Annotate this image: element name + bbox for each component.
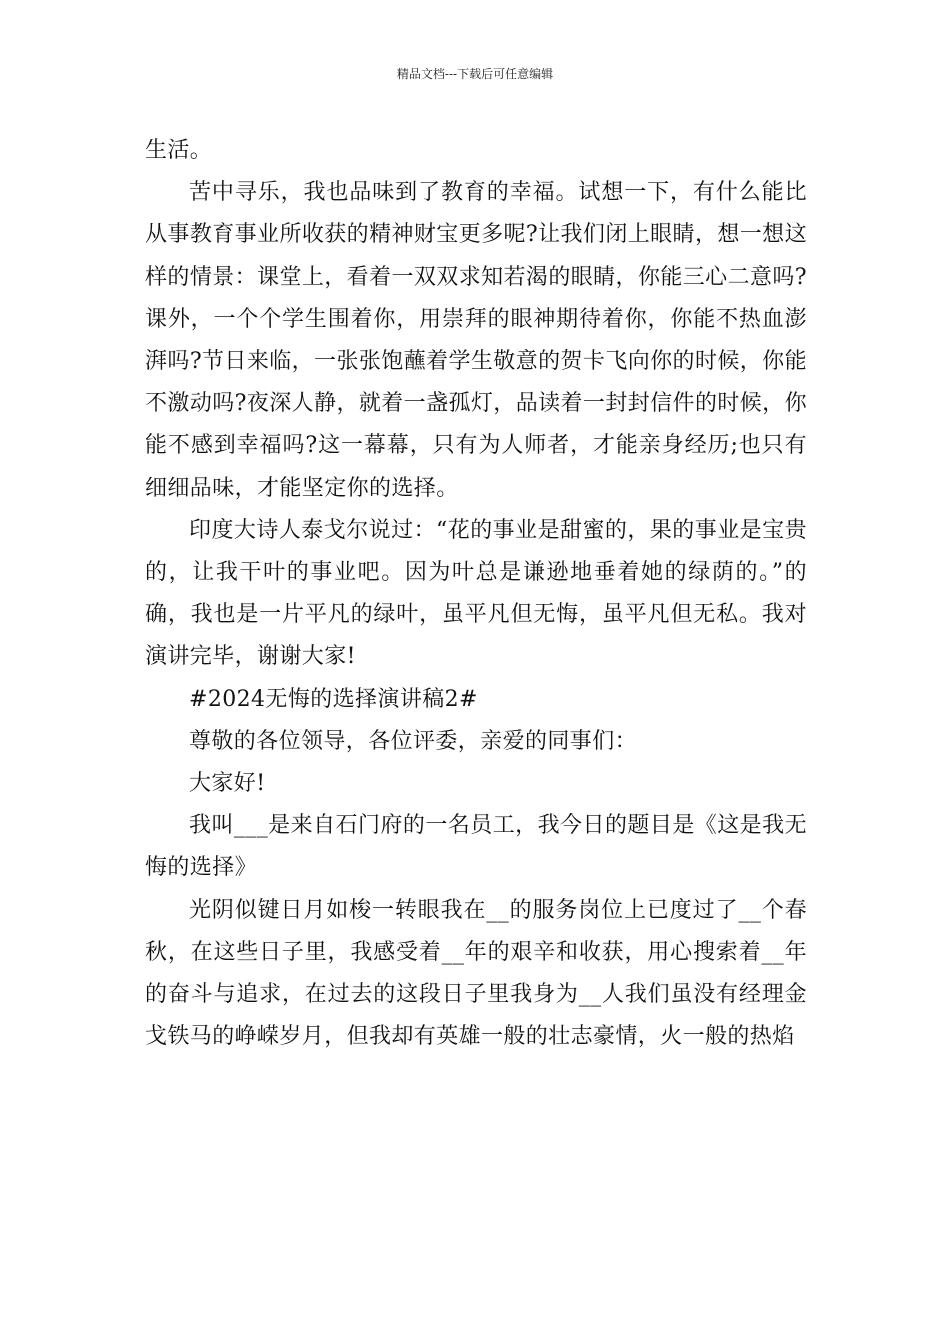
paragraph-body: 光阴似键日月如梭一转眼我在__的服务岗位上已度过了__个春秋，在这些日子里，我感受着__年的艰辛和收获，用心搜索着__年的奋斗与追求，在过去的这段日子里我身为__人我们虽没有经理金戈铁马的峥嵘岁月，但我却有英雄一般的壮志豪情，火一般的热焰 bbox=[145, 897, 807, 1050]
section-heading: #2024无悔的选择演讲稿2# bbox=[189, 686, 478, 712]
paragraph-2: 苦中寻乐，我也品味到了教育的幸福。试想一下，有什么能比从事教育事业所收获的精神财宝更多呢?让我们闭上眼睛，想一想这样的情景：课堂上，看着一双双求知若渴的眼睛，你能三心二意吗?课外，一个个学生围着你，用崇拜的眼神期待着你，你能不热血澎湃吗?节日来临，一张张饱蘸着学生敬意的贺卡飞向你的时候，你能不激动吗?夜深人静，就着一盏孤灯，品读着一封封信件的时候，你能不感到幸福吗?这一幕幕，只有为人师者，才能亲身经历;也只有细细品味，才能坚定你的选择。 bbox=[145, 180, 807, 501]
paragraph-intro: 我叫___是来自石门府的一名员工，我今日的题目是《这是我无悔的选择》 bbox=[145, 813, 807, 881]
page-header: 精品文档---下载后可任意编辑 bbox=[396, 67, 554, 81]
greeting: 大家好! bbox=[189, 771, 266, 797]
paragraph-3: 印度大诗人泰戈尔说过：“花的事业是甜蜜的，果的事业是宝贵的，让我干叶的事业吧。因为叶总是谦逊地垂着她的绿荫的。”的确，我也是一片平凡的绿叶，虽平凡但无悔，虽平凡但无私。我对演讲完毕，谢谢大家! bbox=[145, 517, 807, 670]
salutation: 尊敬的各位领导，各位评委，亲爱的同事们： bbox=[189, 728, 638, 754]
paragraph-1: 生活。 bbox=[145, 138, 213, 163]
document-body bbox=[145, 130, 807, 1058]
